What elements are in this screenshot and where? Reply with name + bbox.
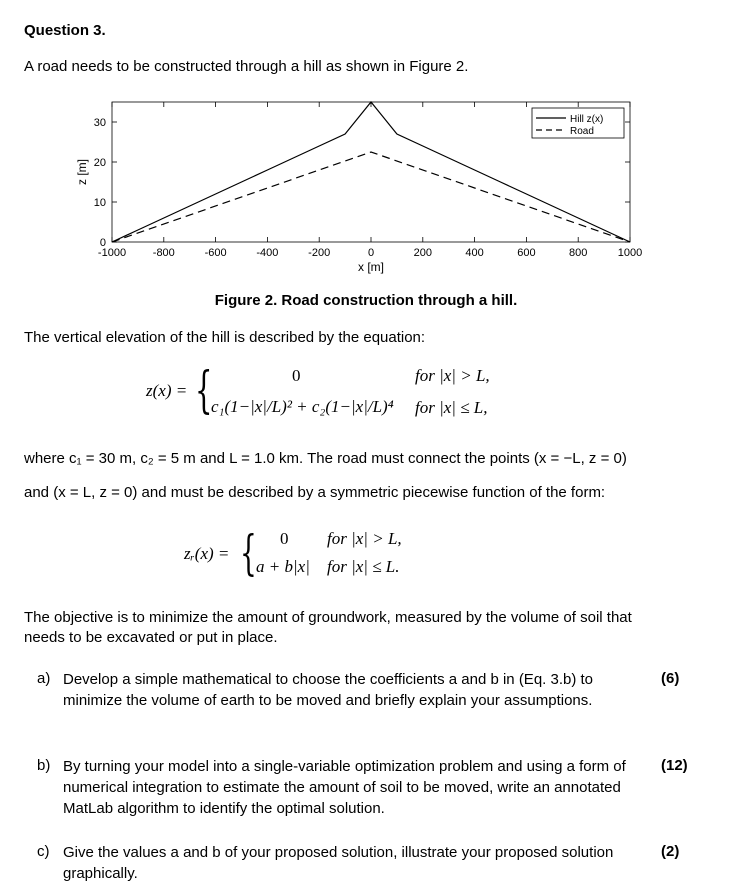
x-tick-label: 200 [413,247,432,259]
y-tick-label: 30 [93,117,106,129]
eq1-case2-expr: c₁(1−|x|/L)² + c₂(1−|x|/L)⁴ [211,397,394,416]
x-tick-label: 0 [367,247,375,259]
eq2-case2-cond: for |x| ≤ L. [327,557,400,576]
x-tick-label: -600 [204,247,227,259]
eq2-lhs: zᵣ(x) = [184,544,230,563]
x-tick-label: 600 [517,247,536,259]
x-tick-label: -400 [256,247,279,259]
y-tick-label: 10 [93,197,106,209]
question-points: (6) [661,670,680,687]
road-line [112,152,630,242]
objective-line-2: needs to be excavated or put in place. [24,629,278,646]
eq2-brace: { [240,525,257,581]
question-text: Give the values a and b of your proposed solution, illustrate your proposed solution graphically. [63,844,614,882]
question-letter: b) [37,757,51,774]
question-text: By turning your model into a single-variable optimization problem and using a form of numerical integration to estimate the amount of soil to be moved, write an annotated MatLab algorithm to identify the optimal solution. [63,758,626,817]
question-letter: c) [37,843,50,860]
figure-2-chart [60,96,680,286]
x-axis-label: x [m] [358,260,384,274]
eq1-case1-expr: 0 [292,366,301,385]
x-tick-label: -200 [308,247,331,259]
constants-line: where c₁ = 30 m, c₂ = 5 m and L = 1.0 km. The road must connect the points (x = −L, z = 0) [24,450,627,467]
connect-line: and (x = L, z = 0) and must be described by a symmetric piecewise function of the form: [24,484,606,501]
hill-equation-intro: The vertical elevation of the hill is described by the equation: [24,329,426,346]
eq2-case2-expr: a + b|x| [256,557,310,576]
figure-caption: Figure 2. Road construction through a hill. [214,292,518,309]
objective-line-1: The objective is to minimize the amount of groundwork, measured by the volume of soil that [24,609,632,626]
intro-text: A road needs to be constructed through a hill as shown in Figure 2. [24,58,469,75]
x-tick-label: 400 [465,247,484,259]
question-points: (12) [661,757,688,774]
x-tick-label: -800 [152,247,175,259]
question-letter: a) [37,670,51,687]
x-tick-label: 800 [569,247,588,259]
eq1-brace: { [195,361,213,419]
question-points: (2) [661,843,680,860]
eq1-case1-cond: for |x| > L, [415,366,490,385]
y-axis-label: z [m] [75,159,89,185]
y-tick-label: 20 [93,157,106,169]
x-tick-label: -1000 [97,247,127,259]
x-tick-label: 1000 [617,247,643,259]
y-tick-label: 0 [99,237,106,249]
eq1-lhs: z(x) = [146,381,188,400]
question-heading: Question 3. [24,22,106,39]
eq2-case1-expr: 0 [280,529,289,548]
eq2-case1-cond: for |x| > L, [327,529,402,548]
eq1-case2-cond: for |x| ≤ L, [415,398,488,417]
question-text: Develop a simple mathematical to choose the coefficients a and b in (Eq. 3.b) to minimize the volume of earth to be moved and briefly explain your assumptions. [63,671,594,709]
legend-road-label: Road [570,126,594,137]
legend-hill-label: Hill z(x) [570,114,604,125]
